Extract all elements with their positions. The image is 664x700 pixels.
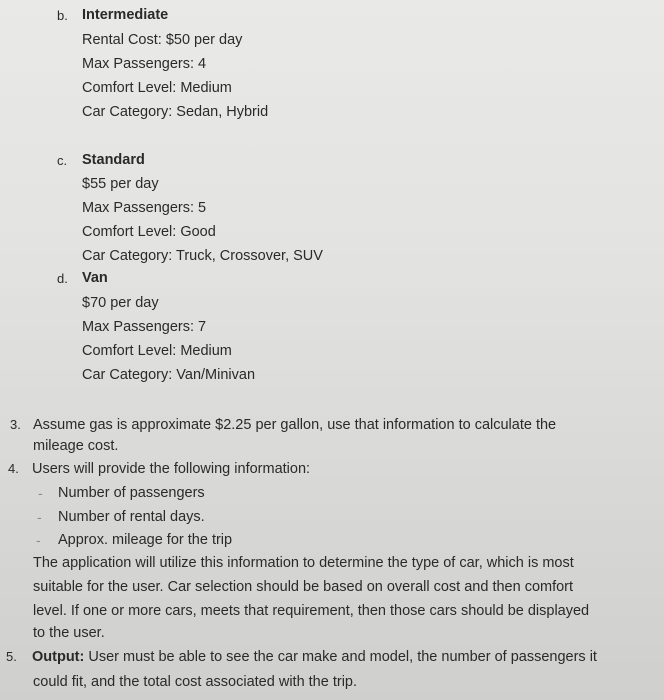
option-title: Intermediate [82, 7, 169, 23]
option-detail: $70 per day [82, 295, 159, 311]
bullet-text: Number of rental days. [58, 509, 205, 525]
paragraph-line: suitable for the user. Car selection should be based on overall cost and then comfort [33, 579, 574, 595]
option-marker: c. [57, 153, 68, 168]
item-text: Users will provide the following information: [32, 461, 311, 477]
output-text: User must be able to see the car make and model, the number of passengers it [84, 649, 597, 665]
paragraph-line: level. If one or more cars, meets that requirement, then those cars should be displayed [33, 603, 590, 619]
bullet-dash: - [36, 532, 41, 548]
option-detail: Car Category: Sedan, Hybrid [82, 104, 269, 120]
item-number: 3. [10, 417, 21, 432]
bullet-text: Number of passengers [58, 485, 205, 501]
option-title: Van [82, 270, 108, 286]
option-detail: Comfort Level: Good [82, 224, 216, 240]
bullet-dash: - [37, 509, 42, 525]
item-text: mileage cost. [33, 438, 119, 454]
option-detail: Max Passengers: 7 [82, 319, 207, 335]
item-text: Assume gas is approximate $2.25 per gallon, use that information to calculate the [33, 417, 557, 433]
option-detail: $55 per day [82, 176, 159, 192]
item-text [32, 648, 597, 666]
option-title: Standard [82, 152, 145, 168]
option-detail: Car Category: Truck, Crossover, SUV [82, 248, 323, 264]
option-detail: Comfort Level: Medium [82, 80, 232, 96]
item-text: could fit, and the total cost associated with the trip. [33, 674, 358, 690]
option-detail: Rental Cost: $50 per day [82, 32, 243, 48]
option-detail: Car Category: Van/Minivan [82, 367, 256, 383]
bullet-text: Approx. mileage for the trip [58, 532, 233, 548]
item-number: 4. [8, 461, 19, 476]
option-marker: d. [57, 271, 68, 286]
option-detail: Max Passengers: 5 [82, 200, 207, 216]
paragraph-line: The application will utilize this information to determine the type of car, which is most [33, 555, 574, 571]
output-label: Output: [32, 649, 85, 665]
option-detail: Comfort Level: Medium [82, 343, 232, 359]
item-number: 5. [6, 649, 17, 664]
option-marker: b. [57, 8, 68, 23]
bullet-dash: - [38, 485, 43, 501]
paragraph-line: to the user. [33, 625, 105, 641]
option-detail: Max Passengers: 4 [82, 56, 207, 72]
